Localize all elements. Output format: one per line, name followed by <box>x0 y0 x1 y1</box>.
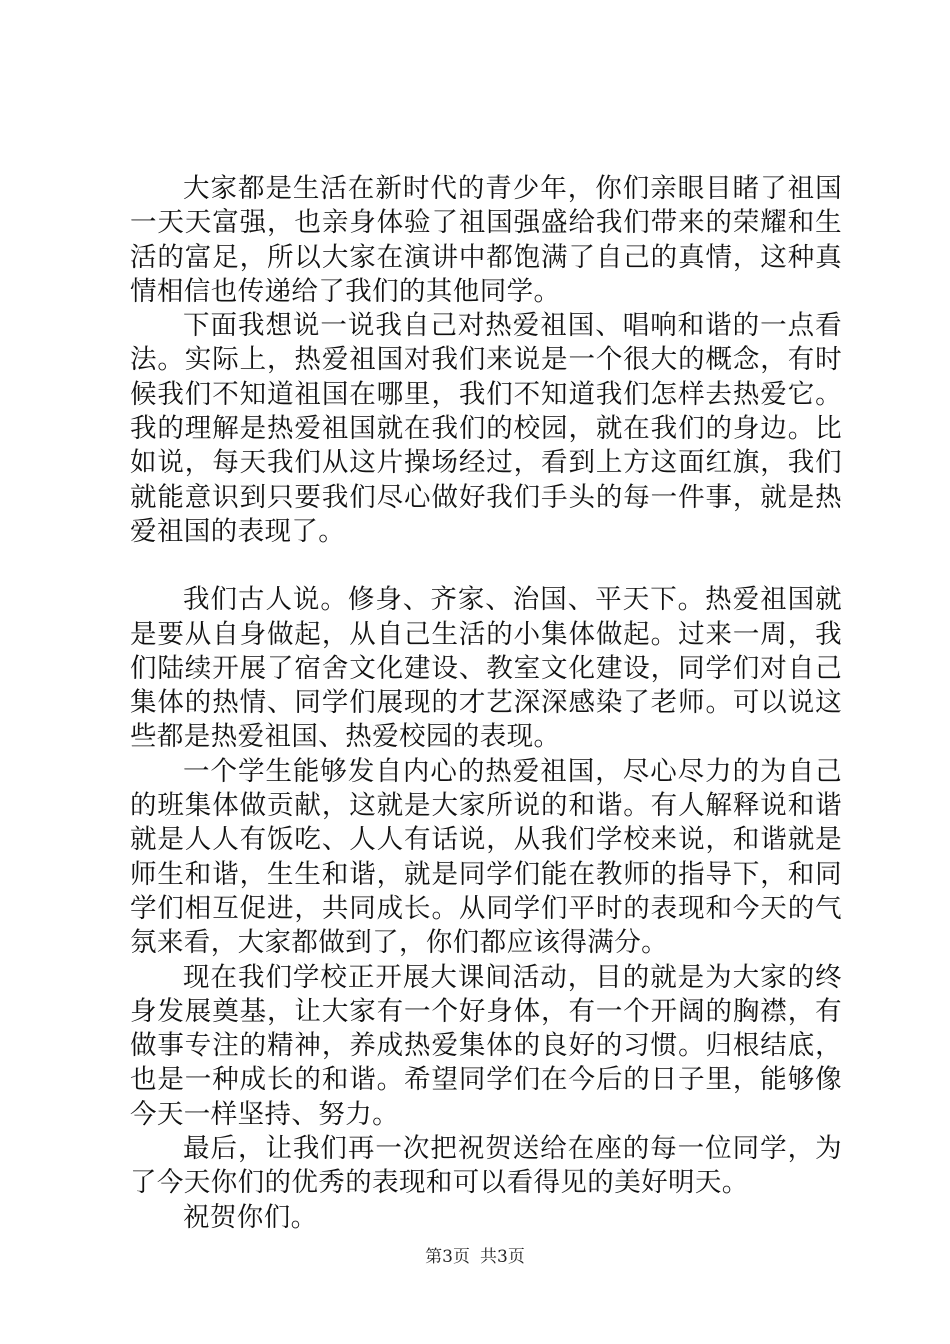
paragraph-1: 大家都是生活在新时代的青少年，你们亲眼目睹了祖国一天天富强，也亲身体验了祖国强盛给我们带来的荣耀和生活的富足，所以大家在演讲中都饱满了自己的真情，这种真情相信也传递给了我们的其他同学。 <box>130 173 842 307</box>
document-body <box>130 172 842 1235</box>
paragraph-4: 一个学生能够发自内心的热爱祖国，尽心尽力的为自己的班集体做贡献，这就是大家所说的和谐。有人解释说和谐就是人人有饭吃、人人有话说，从我们学校来说，和谐就是师生和谐，生生和谐，就是同学们能在教师的指导下，和同学们相互促进，共同成长。从同学们平时的表现和今天的气氛来看，大家都做到了，你们都应该得满分。 <box>130 755 842 959</box>
paragraph-2: 下面我想说一说我自己对热爱祖国、唱响和谐的一点看法。实际上，热爱祖国对我们来说是一个很大的概念，有时候我们不知道祖国在哪里，我们不知道我们怎样去热爱它。我的理解是热爱祖国就在我们的校园，就在我们的身边。比如说，每天我们从这片操场经过，看到上方这面红旗，我们就能意识到只要我们尽心做好我们手头的每一件事，就是热爱祖国的表现了。 <box>130 310 842 547</box>
page-footer <box>0 1242 950 1267</box>
paragraph-3: 我们古人说。修身、齐家、治国、平天下。热爱祖国就是要从自身做起，从自己生活的小集体做起。过来一周，我们陆续开展了宿舍文化建设、教室文化建设，同学们对自己集体的热情、同学们展现的才艺深深感染了老师。可以说这些都是热爱祖国、热爱校园的表现。 <box>130 584 842 753</box>
page-number: 第3页 <box>425 1247 470 1267</box>
paragraph-5: 现在我们学校正开展大课间活动，目的就是为大家的终身发展奠基，让大家有一个好身体，有一个开阔的胸襟，有做事专注的精神，养成热爱集体的良好的习惯。归根结底，也是一种成长的和谐。希望同学们在今后的日子里，能够像今天一样坚持、努力。 <box>130 961 842 1130</box>
page-total: 共3页 <box>480 1247 525 1267</box>
paragraph-7: 祝贺你们。 <box>183 1201 318 1233</box>
paragraph-6: 最后，让我们再一次把祝贺送给在座的每一位同学，为了今天你们的优秀的表现和可以看得见的美好明天。 <box>130 1133 842 1199</box>
